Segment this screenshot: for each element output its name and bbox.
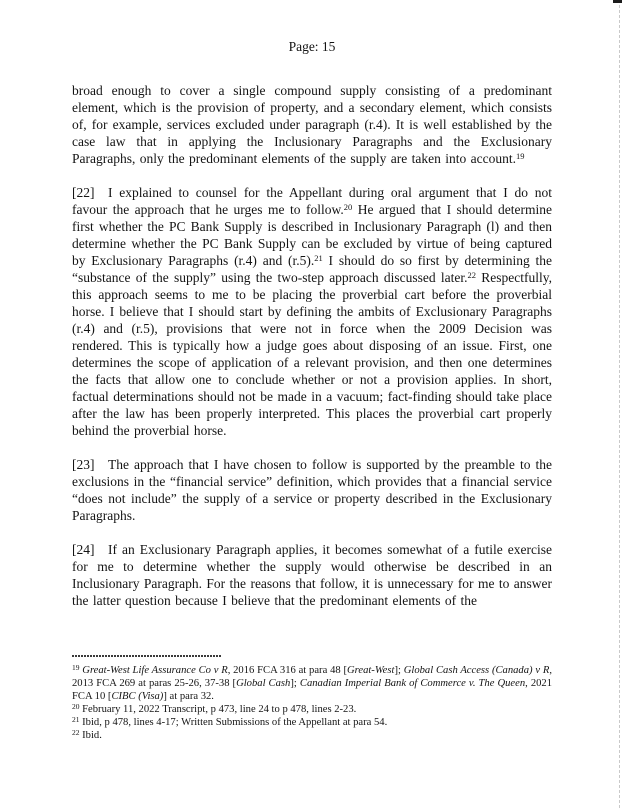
scan-artifact-edge-line xyxy=(619,5,620,808)
footnote-20 xyxy=(72,703,552,716)
footnote-22 xyxy=(72,729,552,742)
case-citation: Great-West xyxy=(346,665,395,676)
paragraph-22: [22] I explained to counsel for the Appellant during oral argument that I do not favour the approach that he urges me to follow.$^{20}$ He argued that I should determine first whether the PC Bank Supply is described in Inclusionary Paragraph (l) and then determine whether the PC Bank Supply can be excluded by virtue of being captured by Exclusionary Paragraphs (r.4) and (r.5).$^{21}$ I should do so first by determining the “substance of the supply” using the two-step approach discussed later.$^{22}$ Respectfully, this approach seems to me to be placing the proverbial cart before the proverbial horse. I believe that I should start by defining the ambits of Exclusionary Paragraphs (r.4) and (r.5), provisions that were not in force when the 2009 Decision was rendered. This is typically how a judge goes about disposing of an issue. First, one determines the scope of application of a relevant provision, and then one determines the facts that allow one to conclude whether or not a provision applies. In short, factual determinations should not be made in a vacuum; fact-finding should take place after the law has been properly interpreted. This places the proverbial cart properly behind the proverbial horse. xyxy=(72,185,553,438)
case-citation: Great-West Life Assurance Co v R xyxy=(82,665,228,676)
footnote-ref: 20 xyxy=(343,201,353,212)
footnote-21 xyxy=(72,716,552,729)
footnote-ref: 19 xyxy=(516,150,525,161)
paragraph-24: [24] If an Exclusionary Paragraph applies, it becomes somewhat of a futile exercise for me to determine whether the supply would otherwise be described in an Inclusionary Paragraph. For the reasons that follow, it is unnecessary for me to answer the latter question because I believe that the predominant elements of the xyxy=(72,542,552,608)
footnote-text: Ibid. xyxy=(82,730,102,741)
footnote-19 xyxy=(72,664,552,703)
footnote-marker: 19 xyxy=(72,663,80,672)
footnote-separator-rule xyxy=(72,655,222,657)
case-citation: Canadian Imperial Bank of Commerce v. The Queen xyxy=(299,678,526,689)
case-citation: Global Cash xyxy=(236,678,291,689)
footnote-text: Great-West Life Assurance Co v R, 2016 FCA 316 at para 48 [Great-West]; Global Cash Access (Canada) v R, 2013 FCA 269 at paras 25-26, 37-38 [Global Cash]; Canadian Imperial Bank of Commerce v. The Queen, 2021 FCA 10 [CIBC (Visa)] at para 32. xyxy=(72,665,553,702)
page-content xyxy=(72,38,552,626)
footnote-ref: 21 xyxy=(314,252,323,263)
footnote-ref: 22 xyxy=(467,269,477,280)
case-citation: Global Cash Access (Canada) v R xyxy=(403,665,550,676)
scan-artifact-corner-mark xyxy=(613,0,622,3)
paragraph-continuation: broad enough to cover a single compound supply consisting of a predominant element, which is the provision of property, and a secondary element, which consists of, for example, services excluded under paragraph (r.4). It is well established by the case law that in applying the Inclusionary Paragraphs and the Exclusionary Paragraphs, only the predominant elements of the supply are taken into account.$^{19}$ xyxy=(72,83,552,166)
paragraph-23: [23] The approach that I have chosen to follow is supported by the preamble to the exclusions in the “financial service” definition, which provides that a financial service “does not include” the supply of a service or property described in the Exclusionary Paragraphs. xyxy=(72,457,552,523)
case-citation: CIBC (Visa) xyxy=(111,691,164,702)
footnote-marker: 20 xyxy=(72,702,80,711)
page-number-header: Page: 15 xyxy=(288,39,336,54)
footnote-marker: 21 xyxy=(72,715,80,724)
footnote-text: Ibid, p 478, lines 4-17; Written Submissions of the Appellant at para 54. xyxy=(82,717,388,728)
footnotes-section xyxy=(72,655,552,742)
footnote-text: February 11, 2022 Transcript, p 473, line 24 to p 478, lines 2-23. xyxy=(82,704,357,715)
footnote-marker: 22 xyxy=(72,728,80,737)
